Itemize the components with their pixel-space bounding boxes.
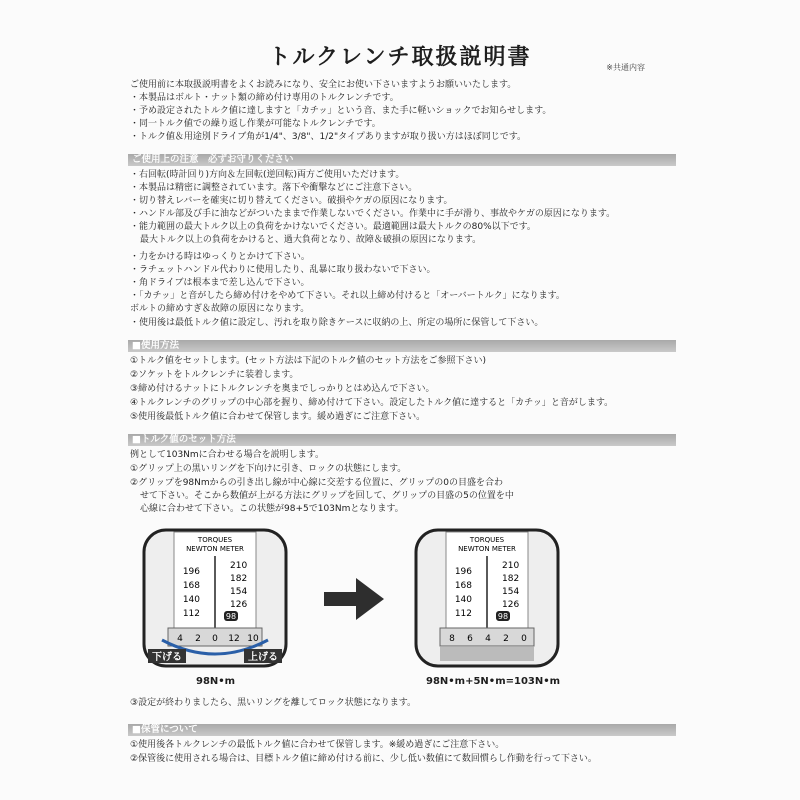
section-header-torque-setting: ■トルク値のセット方法 (128, 434, 676, 446)
scale-value: 154 (502, 587, 520, 597)
dial-value: 10 (247, 634, 259, 644)
scale-value: 210 (230, 561, 248, 571)
scale-value: 140 (182, 595, 200, 605)
caution-line: ボルトの締めすぎ＆故障の原因になります。 (130, 304, 310, 314)
caution-line: ・能力範囲の最大トルク以上の負荷をかけないでください。最適範囲は最大トルクの80%以下です。 (130, 222, 536, 232)
scale-value: 182 (230, 574, 248, 584)
page-title: トルクレンチ取扱説明書 (268, 45, 532, 70)
scale-value: 112 (454, 609, 472, 619)
caution-line: ・右回転(時計回り)方向＆左回転(逆回転)両方ご使用いただけます。 (130, 170, 405, 180)
marker-value: 98 (497, 612, 509, 621)
section-header-storage: ■保管について (128, 724, 676, 736)
caption-before: 98N•m (196, 676, 236, 687)
scale-value: 168 (182, 581, 200, 591)
dial-value: 2 (503, 634, 509, 644)
caution-line: ・切り替えレバーを確実に切り替えてください。破損やケガの原因になります。 (130, 196, 453, 206)
usage-step: ④トルクレンチのグリップの中心部を握り、締め付けて下さい。設定したトルク値に達すると「カチッ」と音がします。 (130, 398, 614, 408)
setting-final-step: ③設定が終わりましたら、黒いリングを離してロック状態になります。 (130, 698, 416, 708)
caution-line: ・力をかける時はゆっくりとかけて下さい。 (130, 252, 310, 262)
dial-value: 8 (449, 634, 455, 644)
scale-header-torques: TORQUES (469, 536, 505, 544)
scale-value: 140 (454, 595, 472, 605)
caution-line: ・使用後は最低トルク値に設定し、汚れを取り除きケースに収納の上、所定の場所に保管して下さい。 (130, 318, 544, 328)
scale-header-newton: NEWTON METER (186, 545, 244, 553)
intro-line: ・本製品はボルト・ナット類の締め付け専用のトルクレンチです。 (130, 93, 399, 103)
torque-scale-figure-after (412, 528, 562, 668)
caution-line: ・「カチッ」と音がしたら締め付けをやめて下さい。それ以上締め付けると「オーバートルク」になります。 (130, 291, 565, 301)
usage-step: ①トルク値をセットします。(セット方法は下記のトルク値のセット方法をご参照下さい) (130, 356, 487, 366)
caution-line: ・角ドライブは根本まで差し込んで下さい。 (130, 278, 310, 288)
marker-value: 98 (225, 612, 237, 621)
common-content-note: ※共通内容 (606, 63, 645, 72)
setting-line: ②グリップを98Nmからの引き出し線が中心線に交差する位置に、グリップの0の目盛を合わ (130, 478, 504, 488)
scale-value: 112 (182, 609, 200, 619)
caution-line: ・本製品は精密に調整されています。落下や衝撃などにご注意下さい。 (130, 183, 418, 193)
label-up: 上げる (248, 652, 278, 663)
caution-line: ・ラチェットハンドル代わりに使用したり、乱暴に取り扱わないで下さい。 (130, 265, 436, 275)
scale-value: 168 (454, 581, 472, 591)
setting-line: ①グリップ上の黒いリングを下向けに引き、ロックの状態にします。 (130, 464, 407, 474)
storage-line: ②保管後に使用される場合は、目標トルク値に締め付ける前に、少し低い数値にて数回慣らし作動を行って下さい。 (130, 754, 597, 764)
dial-value: 12 (228, 634, 240, 644)
scale-header-torques: TORQUES (197, 536, 233, 544)
dial-value: 0 (212, 634, 218, 644)
caption-after: 98N•m+5N•m=103N•m (426, 676, 561, 687)
usage-step: ③締め付けるナットにトルクレンチを奥までしっかりとはめ込んで下さい。 (130, 384, 435, 394)
right-arrow-icon (322, 576, 386, 626)
torque-scale-figure-before (140, 528, 290, 668)
scale-value: 196 (182, 567, 200, 577)
intro-line: ・予め設定されたトルク値に達しますと「カチッ」という音、また手に軽いショックでお知らせします。 (130, 106, 552, 116)
setting-line: 心線に合わせて下さい。この状態が98+5で103Nmとなります。 (140, 504, 404, 514)
usage-step: ⑤使用後最低トルク値に合わせて保管します。緩め過ぎにご注意下さい。 (130, 412, 426, 422)
caution-line: 最大トルク以上の負荷をかけると、過大負荷となり、故障＆破損の原因になります。 (140, 235, 482, 245)
dial-value: 0 (521, 634, 527, 644)
label-down: 下げる (152, 652, 182, 663)
setting-line: 例として103Nmに合わせる場合を説明します。 (130, 450, 324, 460)
section-header-usage: ■使用方法 (128, 340, 676, 352)
scale-header-newton: NEWTON METER (458, 545, 516, 553)
dial-value: 4 (177, 634, 183, 644)
intro-line: ・トルク値＆用途別ドライブ角が1/4"、3/8"、1/2"タイプありますが取り扱い方はほぼ同じです。 (130, 132, 526, 142)
usage-step: ②ソケットをトルクレンチに装着します。 (130, 370, 299, 380)
dial-value: 4 (485, 634, 491, 644)
setting-line: せて下さい。そこから数値が上がる方法にグリップを回して、グリップの目盛の5の位置を中 (140, 491, 514, 501)
scale-value: 196 (454, 567, 472, 577)
scale-value: 126 (502, 600, 520, 610)
dial-value: 2 (195, 634, 201, 644)
caution-line: ・ハンドル部及び手に油などがついたままで作業しないでください。作業中に手が滑り、事故やケガの原因になります。 (130, 209, 616, 219)
storage-line: ①使用後各トルクレンチの最低トルク値に合わせて保管します。※緩め過ぎにご注意下さい。 (130, 740, 505, 750)
scale-value: 126 (230, 600, 248, 610)
dial-value: 6 (467, 634, 473, 644)
scale-value: 154 (230, 587, 248, 597)
intro-line: ・同一トルク値での繰り返し作業が可能なトルクレンチです。 (130, 119, 381, 129)
section-header-caution: ご使用上の注意 必ずお守りください (128, 154, 676, 166)
scale-value: 182 (502, 574, 520, 584)
intro-line: ご使用前に本取扱説明書をよくお読みになり、安全にお使い下さいますようお願いいたします。 (130, 80, 517, 90)
scale-value: 210 (502, 561, 520, 571)
